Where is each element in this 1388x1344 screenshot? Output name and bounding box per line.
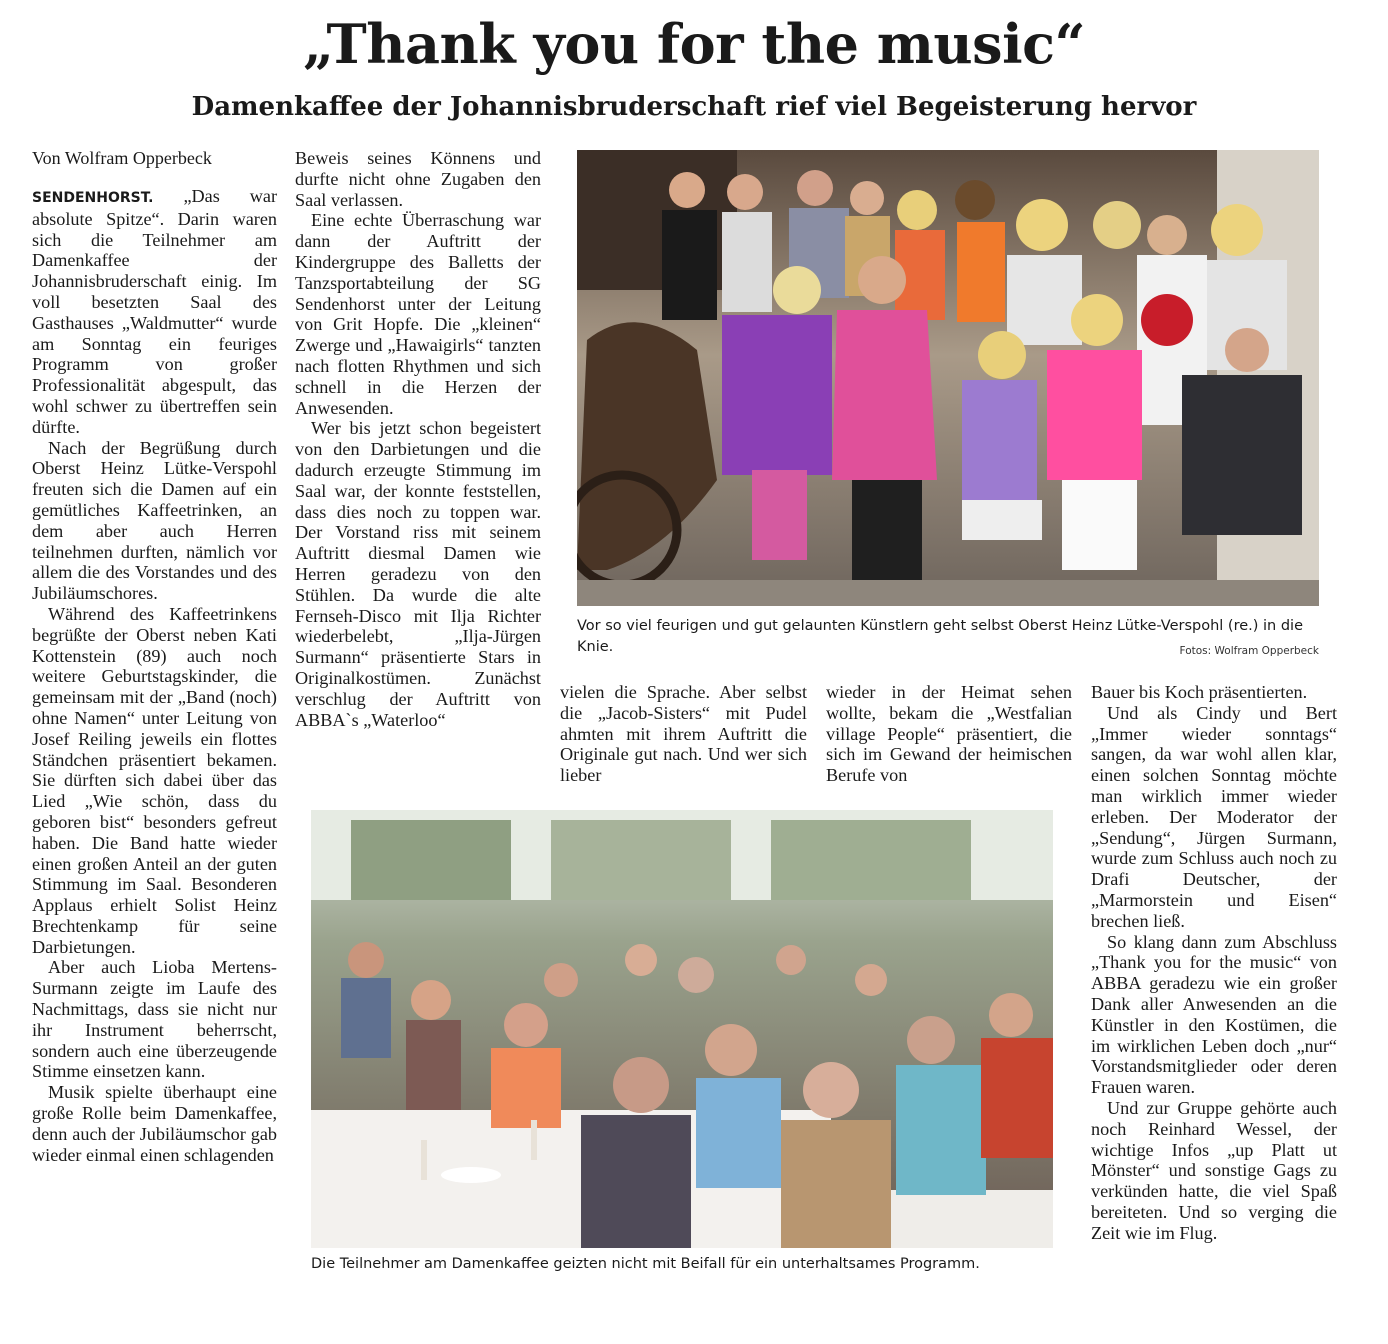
article-column-4 — [826, 682, 1072, 786]
article-column-2 — [295, 148, 541, 730]
article-paragraph: Aber auch Lioba Mertens-Surmann zeigte im Laufe des Nachmittags, dass sie nicht nur ihr Instrument beherrscht, sondern auch eine überzeugende Stimme einsetzen kann. — [32, 957, 277, 1082]
article-paragraph: Bauer bis Koch präsentierten. — [1091, 682, 1308, 702]
article-paragraph: wieder in der Heimat sehen wollte, bekam die „Westfalian village People“ präsentiert, die sich im Gewand der heimischen Berufe von — [826, 682, 1072, 786]
headline: „Thank you for the music“ — [302, 12, 1086, 76]
photo-performers-caption: Vor so viel feurigen und gut gelaunten Künstlern geht selbst Oberst Heinz Lütke-Verspohl (re.) in die Knie. — [577, 618, 1304, 655]
photo-audience — [311, 810, 1053, 1248]
article-paragraph: Wer bis jetzt schon begeistert von den Darbietungen und die dadurch erzeugte Stimmung im Saal war, der konnte feststellen, dass dies noch zu toppen war. Der Vorstand riss mit seinem Auftritt diesmal Damen wie Herren geradezu von den Stühlen. Da wurde die alte Fernseh-Disco mit Ilja Richter wiederbelebt, „Ilja-Jürgen Surmann“ präsentierte Stars in Originalkostümen. Zunächst verschlug der Auftritt von ABBA`s „Waterloo“ — [295, 418, 541, 730]
photo-performers-image — [577, 150, 1319, 606]
photo-performers — [577, 150, 1319, 606]
article-paragraph: Und als Cindy und Bert „Immer wieder sonntags“ sangen, da war wohl allen klar, einen solchen Sonntag möchte man wirklich immer wieder erleben. Der Moderator der „Sendung“, Jürgen Surmann, wurde zum Schluss auch noch zu Drafi Deutscher, der „Marmorstein und Eisen“ brechen ließ. — [1091, 702, 1337, 931]
article-column-3 — [560, 682, 807, 786]
article-paragraph: Eine echte Überraschung war dann der Auftritt der Kindergruppe des Balletts der Tanzsportabteilung der SG Sendenhorst unter der Leitung von Grit Hopfe. Die „kleinen“ Zwerge und „Hawaigirls“ tanzten nach flotten Rhythmen und sich schnell in die Herzen der Anwesenden. — [295, 210, 541, 418]
dateline: SENDENHORST. — [32, 190, 154, 206]
article-paragraph: Und zur Gruppe gehörte auch noch Reinhard Wessel, der wichtige Infos „up Platt ut Mönster“ und sonstige Gags zu verkünden hatte, die viel Spaß bereiteten. Und so verging die Zeit wie im Flug. — [1091, 1097, 1337, 1243]
article-paragraph: Beweis seines Könnens und durfte nicht ohne Zugaben den Saal verlassen. — [295, 148, 541, 210]
photo-audience-caption: Die Teilnehmer am Damenkaffee geizten nicht mit Beifall für ein unterhaltsames Programm. — [311, 1256, 980, 1272]
photo-audience-image — [311, 810, 1053, 1248]
article-paragraph: SENDENHORST. „Das war absolute Spitze“. Darin waren sich die Teilnehmer am Damenkaffee der Johannisbruderschaft einig. Im voll besetzten Saal des Gasthauses „Waldmutter“ wurde am Sonntag ein feuriges Programm von großer Professionalität abgespult, das wohl schwer zu übertreffen sein dürfte. — [32, 186, 277, 437]
article-paragraph: So klang dann zum Abschluss „Thank you for the music“ von ABBA geradezu wie ein großer Dank aller Anwesenden an die Künstler in den Kostümen, die im wirklichen Leben doch „nur“ Vorstandsmitglieder oder deren Frauen waren. — [1091, 931, 1337, 1098]
article-column-5 — [1091, 682, 1337, 1244]
subheadline: Damenkaffee der Johannisbruderschaft rief viel Begeisterung hervor — [191, 92, 1197, 122]
article-paragraph: Während des Kaffeetrinkens begrüßte der Oberst neben Kati Kottenstein (89) auch noch weitere Geburtstagskinder, die gemeinsam mit der „Band (noch) ohne Namen“ unter Leitung von Josef Reiling jeweils ein flottes Ständchen präsentiert bekamen. Sie dürften sich dabei über das Lied „Wie schön, dass du geboren bist“ besonders gefreut haben. Die Band hatte wieder einen großen Anteil an der guten Stimmung im Saal. Besonderen Applaus erhielt Solist Heinz Brechtenkamp für seine Darbietungen. — [32, 603, 277, 957]
photo-credit: Fotos: Wolfram Opperbeck — [1179, 645, 1319, 657]
article-paragraph: Musik spielte überhaupt eine große Rolle beim Damenkaffee, denn auch der Jubiläumschor gab wieder einmal einen schlagenden — [32, 1082, 277, 1165]
article-paragraph: Nach der Begrüßung durch Oberst Heinz Lütke-Verspohl freuten sich die Damen auf ein gemütliches Kaffeetrinken, an dem aber auch Herren teilnehmen durften, nämlich vor allem die des Vorstandes und des Jubiläumschores. — [32, 437, 277, 604]
article-column-1 — [32, 186, 277, 1165]
byline: Von Wolfram Opperbeck — [32, 148, 212, 168]
article-paragraph: vielen die Sprache. Aber selbst die „Jacob-Sisters“ mit Pudel ahmten mit ihrem Auftritt die Originale gut nach. Und wer sich lieber — [560, 682, 807, 786]
